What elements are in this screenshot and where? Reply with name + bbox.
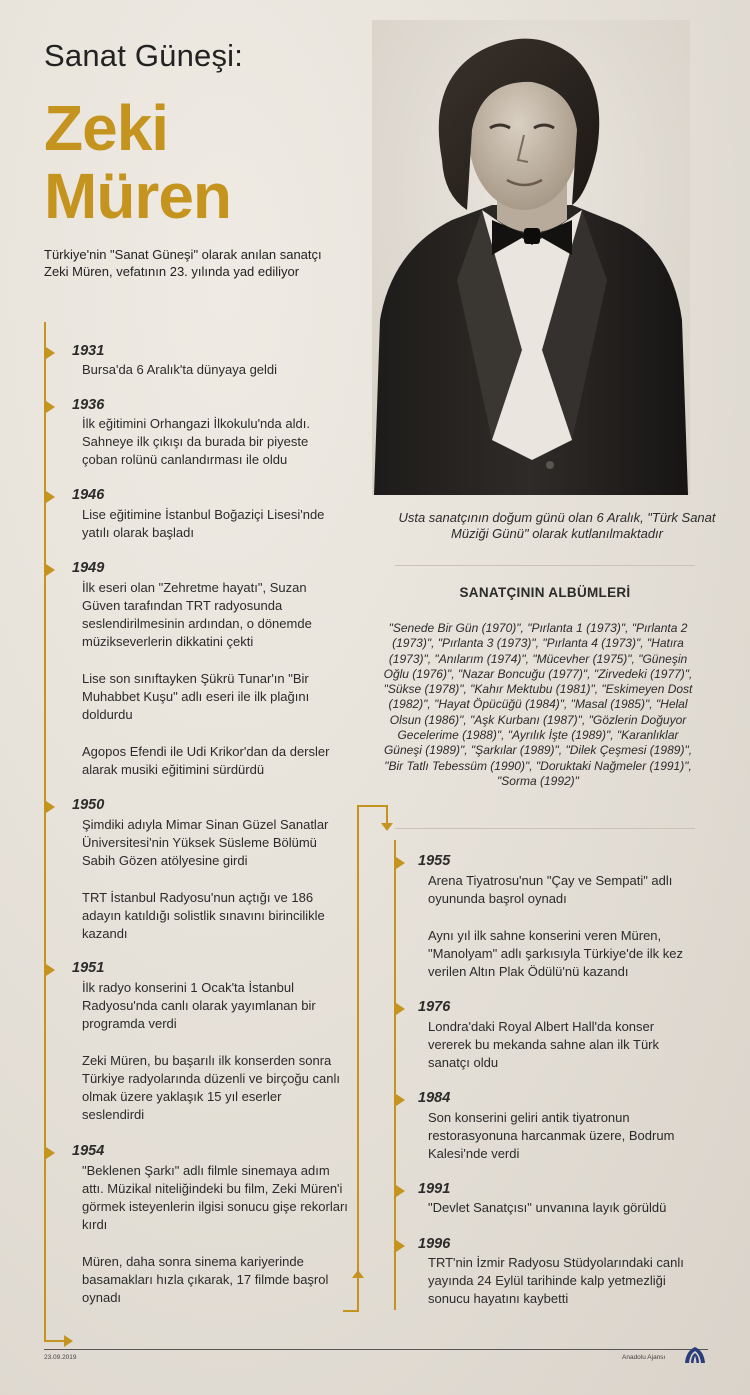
event-text: Zeki Müren, bu başarılı ilk konserden sonra Türkiye radyolarında düzenli ve birçoğu canlı olmak üzere yaklaşık 15 yıl eserler seslendirdi — [82, 1053, 340, 1122]
event-text: Lise son sınıftayken Şükrü Tunar'ın "Bir Muhabbet Kuşu" adlı eseri ile ilk plağını doldurdu — [82, 671, 310, 722]
event-year: 1955 — [418, 853, 451, 869]
event-year: 1991 — [418, 1181, 451, 1197]
event-text: İlk radyo konserini 1 Ocak'ta İstanbul Radyosu'nda canlı olarak yayımlanan bir programda verdi — [82, 980, 316, 1031]
timeline-marker-icon — [46, 491, 55, 503]
event-year: 1931 — [72, 343, 105, 359]
event-year: 1996 — [418, 1236, 451, 1252]
event-text: TRT'nin İzmir Radyosu Stüdyolarındaki canlı yayında 24 Eylül tarihinde kalp yetmezliği sonucu hayatını kaybetti — [428, 1255, 684, 1306]
albums-divider — [395, 828, 695, 829]
event-text: "Beklenen Şarkı" adlı filmle sinemaya adım attı. Müzikal niteliğindeki bu film, Zeki Müren'i görmek isteyenlerin ilgisi sonucu gişe rekorları kırdı — [82, 1163, 348, 1232]
timeline-marker-icon — [396, 1003, 405, 1015]
name-first: Zeki — [44, 92, 169, 164]
albums-title: SANATÇININ ALBÜMLERİ — [459, 585, 631, 600]
event-text: İlk eğitimini Orhangazi İlkokulu'nda aldı. Sahneye ilk çıkışı da burada bir piyeste çoban rolünü canlandırması ile oldu — [82, 416, 310, 467]
connector-up-arrow-icon — [352, 1270, 364, 1278]
event-text: Son konserini geliri antik tiyatronun restorasyonuna harcanmak üzere, Bodrum Kalesi'nde verdi — [428, 1110, 675, 1161]
column-connector-vertical — [357, 805, 359, 1312]
event-year: 1950 — [72, 797, 105, 813]
timeline-marker-icon — [46, 564, 55, 576]
timeline-marker-icon — [396, 857, 405, 869]
timeline-marker-icon — [396, 1185, 405, 1197]
column-connector-bottom — [343, 1310, 357, 1312]
timeline-marker-icon — [46, 1147, 55, 1159]
event-year: 1949 — [72, 560, 105, 576]
timeline-bottom-connector — [44, 1340, 66, 1342]
event-text: "Devlet Sanatçısı" unvanına layık görüldü — [428, 1200, 667, 1215]
column-connector-top — [357, 805, 387, 807]
event-year: 1984 — [418, 1090, 451, 1106]
event-text: Agopos Efendi ile Udi Krikor'dan da dersler alarak musiki eğitimini sürdürdü — [82, 744, 330, 777]
name-last: Müren — [44, 160, 231, 232]
timeline-marker-icon — [46, 401, 55, 413]
footer-date: 23.09.2019 — [44, 1354, 77, 1361]
event-text: Bursa'da 6 Aralık'ta dünyaya geldi — [82, 362, 278, 377]
event-text: TRT İstanbul Radyosu'nun açtığı ve 186 adayın katıldığı solistlik sınavını birincilikle kazandı — [82, 890, 325, 941]
kicker-title: Sanat Güneşi: — [44, 38, 244, 73]
event-text: İlk eseri olan "Zehretme hayatı", Suzan Güven tarafından TRT radyosunda seslendirilmesinin ardından, o dönemde müzikseverlerin dikkatini çekti — [82, 580, 312, 649]
event-text: Londra'daki Royal Albert Hall'da konser vererek bu mekanda sahne alan ilk Türk sanatçı oldu — [428, 1019, 659, 1070]
photo-caption: Usta sanatçının doğum günü olan 6 Aralık, "Türk Sanat Müziği Günü" olarak kutlanılmaktadır — [398, 510, 716, 541]
timeline-marker-icon — [46, 347, 55, 359]
intro-text: Türkiye'nin "Sanat Güneşi" olarak anılan sanatçı Zeki Müren, vefatının 23. yılında yad ediliyor — [44, 247, 322, 279]
footer-divider — [44, 1349, 708, 1350]
event-year: 1936 — [72, 397, 105, 413]
albums-list: "Senede Bir Gün (1970)", "Pırlanta 1 (1973)", "Pırlanta 2 (1973)", "Pırlanta 3 (1973)", "Pırlanta 4 (1973)", "Hatıra (1973)", "Anılarım (1974)", "Mücevher (1975)", "Güneşin Oğlu (1976)", "Nazar Boncuğu (1977)", "Zirvedeki (1977)", "Sükse (1978)", "Kahır Mektubu (1981)", "Eskimeyen Dost (1982)", "Hayat Öpücüğü (1984)", "Masal (1985)", "Helal Olsun (1986)", "Aşk Kurbanı (1987)", "Gözlerin Doğuyor Gecelerime (1988)", "Ayrılık İşte (1989)", "Karanlıklar Güneşi (1989)", "Şarkılar (1989)", "Dilek Çeşmesi (1989)", "Bir Tatlı Tebessüm (1990)", "Doruktaki Nağmeler (1991)", "Sorma (1992)" — [383, 621, 693, 788]
event-year: 1946 — [72, 487, 105, 503]
agency-logo-icon — [684, 1346, 706, 1369]
timeline-marker-icon — [46, 964, 55, 976]
column-connector-drop — [386, 805, 388, 825]
event-text: Müren, daha sonra sinema kariyerinde basamakları hızla çıkarak, 17 filmde başrol oynadı — [82, 1254, 329, 1305]
event-text: Aynı yıl ilk sahne konserini veren Müren, "Manolyam" adlı şarkısıyla Türkiye'de ilk kez verilen Altın Plak Ödülü'nü kazandı — [428, 928, 683, 979]
timeline-end-arrow-icon — [64, 1335, 73, 1347]
connector-down-arrow-icon — [381, 823, 393, 831]
timeline-marker-icon — [396, 1240, 405, 1252]
event-text: Şimdiki adıyla Mimar Sinan Güzel Sanatlar Üniversitesi'nin Yüksek Süsleme Bölümü Sabih Gözen atölyesine girdi — [82, 817, 329, 868]
event-text: Lise eğitimine İstanbul Boğaziçi Lisesi'nde yatılı olarak başladı — [82, 507, 325, 540]
event-year: 1951 — [72, 960, 105, 976]
event-text: Arena Tiyatrosu'nun "Çay ve Sempati" adlı oyununda başrol oynadı — [428, 873, 673, 906]
timeline-marker-icon — [46, 801, 55, 813]
event-year: 1954 — [72, 1143, 105, 1159]
event-year: 1976 — [418, 999, 451, 1015]
timeline-marker-icon — [396, 1094, 405, 1106]
timeline-line-left — [44, 322, 46, 1342]
footer-agency: Anadolu Ajansı — [622, 1354, 666, 1361]
portrait-photo — [372, 20, 690, 495]
caption-divider — [395, 565, 695, 566]
